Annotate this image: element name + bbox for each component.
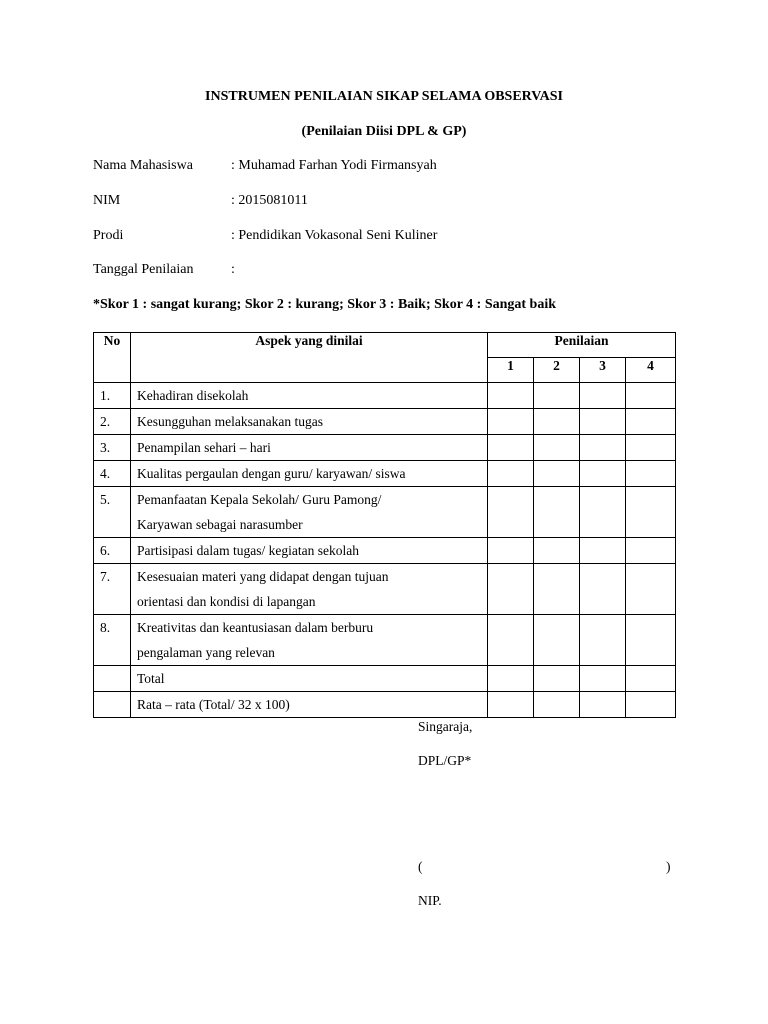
row-number: 2. xyxy=(94,409,131,435)
score-cell[interactable] xyxy=(626,538,676,564)
score-cell[interactable] xyxy=(534,487,580,538)
score-cell[interactable] xyxy=(488,409,534,435)
row-number: 4. xyxy=(94,461,131,487)
score-cell[interactable] xyxy=(534,666,580,692)
signature-role: DPL/GP* xyxy=(418,753,472,768)
score-cell[interactable] xyxy=(626,692,676,718)
header-score-4: 4 xyxy=(626,358,676,383)
score-cell[interactable] xyxy=(534,615,580,666)
score-cell[interactable] xyxy=(626,409,676,435)
row-number: 5. xyxy=(94,487,131,538)
field-value-tanggal: : xyxy=(231,262,235,277)
score-cell[interactable] xyxy=(580,615,626,666)
field-label-nama: Nama Mahasiswa xyxy=(93,158,193,173)
signature-close-paren: ) xyxy=(666,859,671,874)
field-label-nim: NIM xyxy=(93,193,121,208)
score-legend: *Skor 1 : sangat kurang; Skor 2 : kurang; Skor 3 : Baik; Skor 4 : Sangat baik xyxy=(93,297,557,312)
score-cell[interactable] xyxy=(626,564,676,615)
score-cell[interactable] xyxy=(626,615,676,666)
row-aspect xyxy=(131,487,488,538)
score-cell[interactable] xyxy=(580,666,626,692)
row-number: 3. xyxy=(94,435,131,461)
row-number xyxy=(94,666,131,692)
row-number: 1. xyxy=(94,383,131,409)
table-row xyxy=(94,461,676,487)
field-label-prodi: Prodi xyxy=(93,228,124,243)
score-cell[interactable] xyxy=(580,564,626,615)
signature-nip: NIP. xyxy=(418,893,442,908)
score-cell[interactable] xyxy=(534,383,580,409)
score-cell[interactable] xyxy=(488,461,534,487)
field-value-nama: : Muhamad Farhan Yodi Firmansyah xyxy=(231,158,437,173)
average-label: Rata – rata (Total/ 32 x 100) xyxy=(131,692,488,718)
field-label-tanggal: Tanggal Penilaian xyxy=(93,262,194,277)
row-number: 6. xyxy=(94,538,131,564)
score-cell[interactable] xyxy=(580,383,626,409)
table-row xyxy=(94,435,676,461)
table-row xyxy=(94,409,676,435)
header-aspek: Aspek yang dinilai xyxy=(131,333,488,383)
score-cell[interactable] xyxy=(488,383,534,409)
score-cell[interactable] xyxy=(488,564,534,615)
header-penilaian: Penilaian xyxy=(488,333,676,358)
row-aspect: Penampilan sehari – hari xyxy=(131,435,488,461)
total-label: Total xyxy=(131,666,488,692)
assessment-table xyxy=(93,332,676,718)
row-aspect: Kehadiran disekolah xyxy=(131,383,488,409)
score-cell[interactable] xyxy=(488,692,534,718)
row-aspect-line: Pemanfaatan Kepala Sekolah/ Guru Pamong/ xyxy=(137,492,382,507)
row-number: 7. xyxy=(94,564,131,615)
table-row-total xyxy=(94,666,676,692)
header-score-3: 3 xyxy=(580,358,626,383)
table-row xyxy=(94,383,676,409)
score-cell[interactable] xyxy=(488,435,534,461)
score-cell[interactable] xyxy=(534,461,580,487)
signature-open-paren: ( xyxy=(418,859,423,874)
header-score-2: 2 xyxy=(534,358,580,383)
score-cell[interactable] xyxy=(488,666,534,692)
score-cell[interactable] xyxy=(534,435,580,461)
row-aspect-line: Karyawan sebagai narasumber xyxy=(137,517,303,532)
row-aspect xyxy=(131,615,488,666)
table-row xyxy=(94,615,676,666)
score-cell[interactable] xyxy=(488,487,534,538)
score-cell[interactable] xyxy=(626,383,676,409)
table-row xyxy=(94,564,676,615)
score-cell[interactable] xyxy=(580,487,626,538)
score-cell[interactable] xyxy=(534,538,580,564)
table-row xyxy=(94,538,676,564)
score-cell[interactable] xyxy=(488,538,534,564)
header-score-1: 1 xyxy=(488,358,534,383)
row-number: 8. xyxy=(94,615,131,666)
score-cell[interactable] xyxy=(580,461,626,487)
row-aspect-line: Kreativitas dan keantusiasan dalam berburu xyxy=(137,620,374,635)
row-aspect xyxy=(131,564,488,615)
score-cell[interactable] xyxy=(626,435,676,461)
score-cell[interactable] xyxy=(580,435,626,461)
document-title: INSTRUMEN PENILAIAN SIKAP SELAMA OBSERVASI xyxy=(205,89,563,104)
score-cell[interactable] xyxy=(534,564,580,615)
header-no: No xyxy=(94,333,131,383)
table-row-average xyxy=(94,692,676,718)
row-aspect: Partisipasi dalam tugas/ kegiatan sekolah xyxy=(131,538,488,564)
score-cell[interactable] xyxy=(580,409,626,435)
field-value-nim: : 2015081011 xyxy=(231,193,308,208)
row-aspect: Kesungguhan melaksanakan tugas xyxy=(131,409,488,435)
row-aspect-line: Kesesuaian materi yang didapat dengan tujuan xyxy=(137,569,389,584)
score-cell[interactable] xyxy=(488,615,534,666)
score-cell[interactable] xyxy=(626,666,676,692)
score-cell[interactable] xyxy=(626,461,676,487)
field-value-prodi: : Pendidikan Vokasonal Seni Kuliner xyxy=(231,228,438,243)
score-cell[interactable] xyxy=(580,692,626,718)
signature-place: Singaraja, xyxy=(418,719,473,734)
row-aspect-line: orientasi dan kondisi di lapangan xyxy=(137,594,316,609)
row-aspect-line: pengalaman yang relevan xyxy=(137,645,275,660)
row-aspect: Kualitas pergaulan dengan guru/ karyawan/ siswa xyxy=(131,461,488,487)
document-subtitle: (Penilaian Diisi DPL & GP) xyxy=(301,124,467,139)
row-number xyxy=(94,692,131,718)
score-cell[interactable] xyxy=(534,409,580,435)
score-cell[interactable] xyxy=(534,692,580,718)
score-cell[interactable] xyxy=(580,538,626,564)
table-row xyxy=(94,487,676,538)
score-cell[interactable] xyxy=(626,487,676,538)
